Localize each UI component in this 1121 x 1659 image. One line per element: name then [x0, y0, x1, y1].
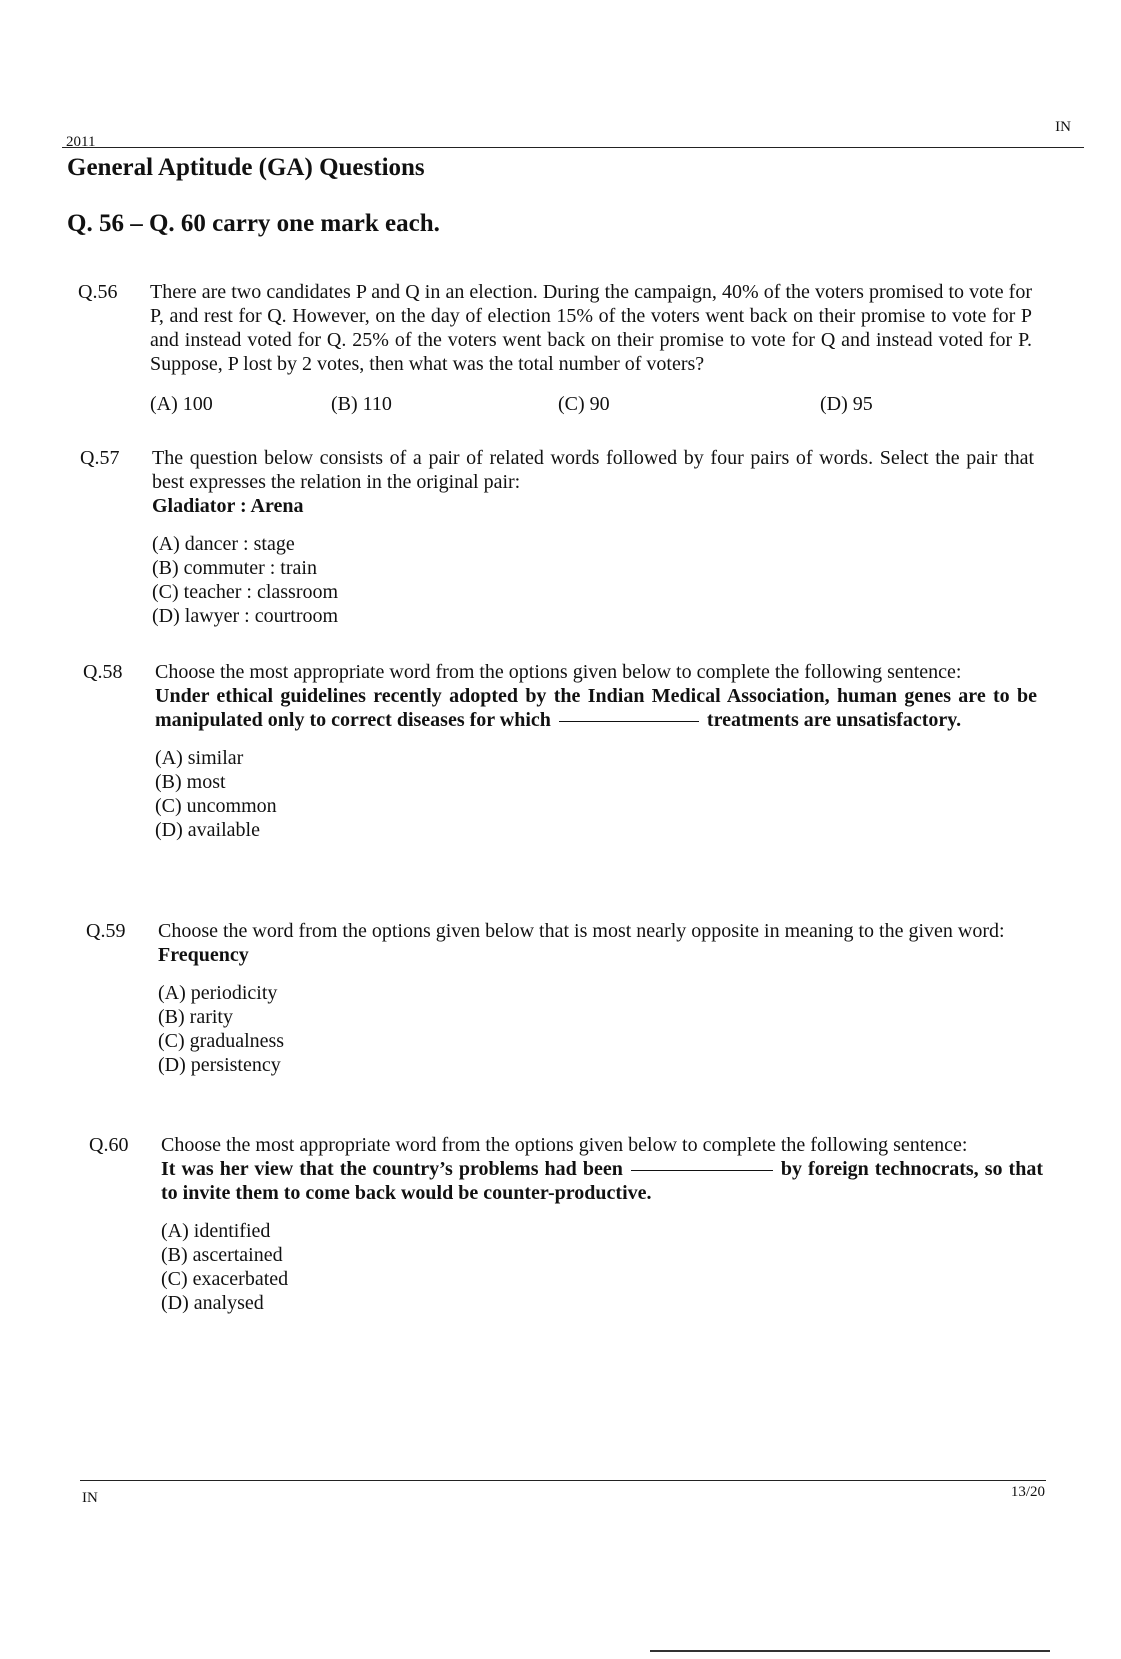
- option-d: (D) available: [155, 819, 260, 841]
- section-title: General Aptitude (GA) Questions: [67, 154, 425, 181]
- option-c: (C) teacher : classroom: [152, 581, 339, 603]
- option-d: (D) persistency: [158, 1054, 281, 1076]
- question-number: Q.57: [80, 447, 120, 469]
- fill-in-sentence: [161, 1157, 1043, 1205]
- question-number: Q.58: [83, 661, 123, 683]
- option-d: (D) lawyer : courtroom: [152, 605, 339, 627]
- sentence-before: Under ethical guidelines recently adopted by the Indian Medical Association, human genes are to be manipulated only to correct diseases for which: [155, 685, 1037, 731]
- question-number: Q.59: [86, 920, 126, 942]
- options-row: [150, 392, 1032, 418]
- question-text: The question below consists of a pair of related words followed by four pairs of words. Select the pair that best expresses the relation in the original pair:: [152, 447, 1034, 493]
- option-c: (C) 90: [558, 393, 610, 415]
- blank-line: [631, 1170, 773, 1171]
- footer-rule: [80, 1480, 1046, 1481]
- question-number: Q.56: [78, 281, 118, 303]
- options-list: [161, 1219, 1043, 1315]
- scan-edge-line: [650, 1650, 1050, 1652]
- page-number: 13/20: [1010, 1484, 1045, 1500]
- option-b: (B) ascertained: [161, 1244, 283, 1266]
- question-text: Choose the most appropriate word from the options given below to complete the following sentence:: [161, 1134, 968, 1156]
- option-b: (B) most: [155, 771, 226, 793]
- option-d: (D) 95: [820, 393, 873, 415]
- options-list: [152, 532, 1034, 628]
- exam-year: 2011: [66, 134, 96, 150]
- option-d: (D) analysed: [161, 1292, 264, 1314]
- header-rule: [62, 147, 1084, 148]
- blank-line: [559, 721, 699, 722]
- marks-title: Q. 56 – Q. 60 carry one mark each.: [67, 210, 440, 237]
- question-text: Choose the word from the options given below that is most nearly opposite in meaning to the given word:: [158, 920, 1005, 942]
- given-word: Frequency: [158, 944, 249, 966]
- option-a: (A) dancer : stage: [152, 533, 295, 555]
- option-c: (C) exacerbated: [161, 1268, 289, 1290]
- option-c: (C) uncommon: [155, 795, 277, 817]
- sentence-after: by foreign technocrats, so that to invite them to come back would be counter-productive.: [161, 1158, 1043, 1204]
- given-word-pair: Gladiator : Arena: [152, 495, 304, 517]
- sentence-before: It was her view that the country’s problems had been: [161, 1158, 623, 1180]
- question-text: There are two candidates P and Q in an election. During the campaign, 40% of the voters promised to vote for P, and rest for Q. However, on the day of election 15% of the voters went back on their promise to vote for P and instead voted for Q. 25% of the voters went back on their promise to vote for Q and instead voted for P. Suppose, P lost by 2 votes, then what was the total number of voters?: [150, 281, 1032, 375]
- options-list: [155, 746, 1037, 842]
- question-text: Choose the most appropriate word from the options given below to complete the following sentence:: [155, 661, 962, 683]
- option-b: (B) rarity: [158, 1006, 233, 1028]
- option-b: (B) 110: [331, 393, 392, 415]
- option-b: (B) commuter : train: [152, 557, 317, 579]
- question-number: Q.60: [89, 1134, 129, 1156]
- sentence-after: treatments are unsatisfactory.: [706, 709, 962, 731]
- option-a: (A) similar: [155, 747, 244, 769]
- option-a: (A) periodicity: [158, 982, 278, 1004]
- option-a: (A) identified: [161, 1220, 271, 1242]
- fill-in-sentence: [155, 684, 1037, 732]
- options-list: [158, 981, 1040, 1077]
- paper-code-bottom: IN: [82, 1490, 98, 1506]
- option-c: (C) gradualness: [158, 1030, 285, 1052]
- option-a: (A) 100: [150, 393, 213, 415]
- paper-code-top: IN: [1055, 119, 1071, 135]
